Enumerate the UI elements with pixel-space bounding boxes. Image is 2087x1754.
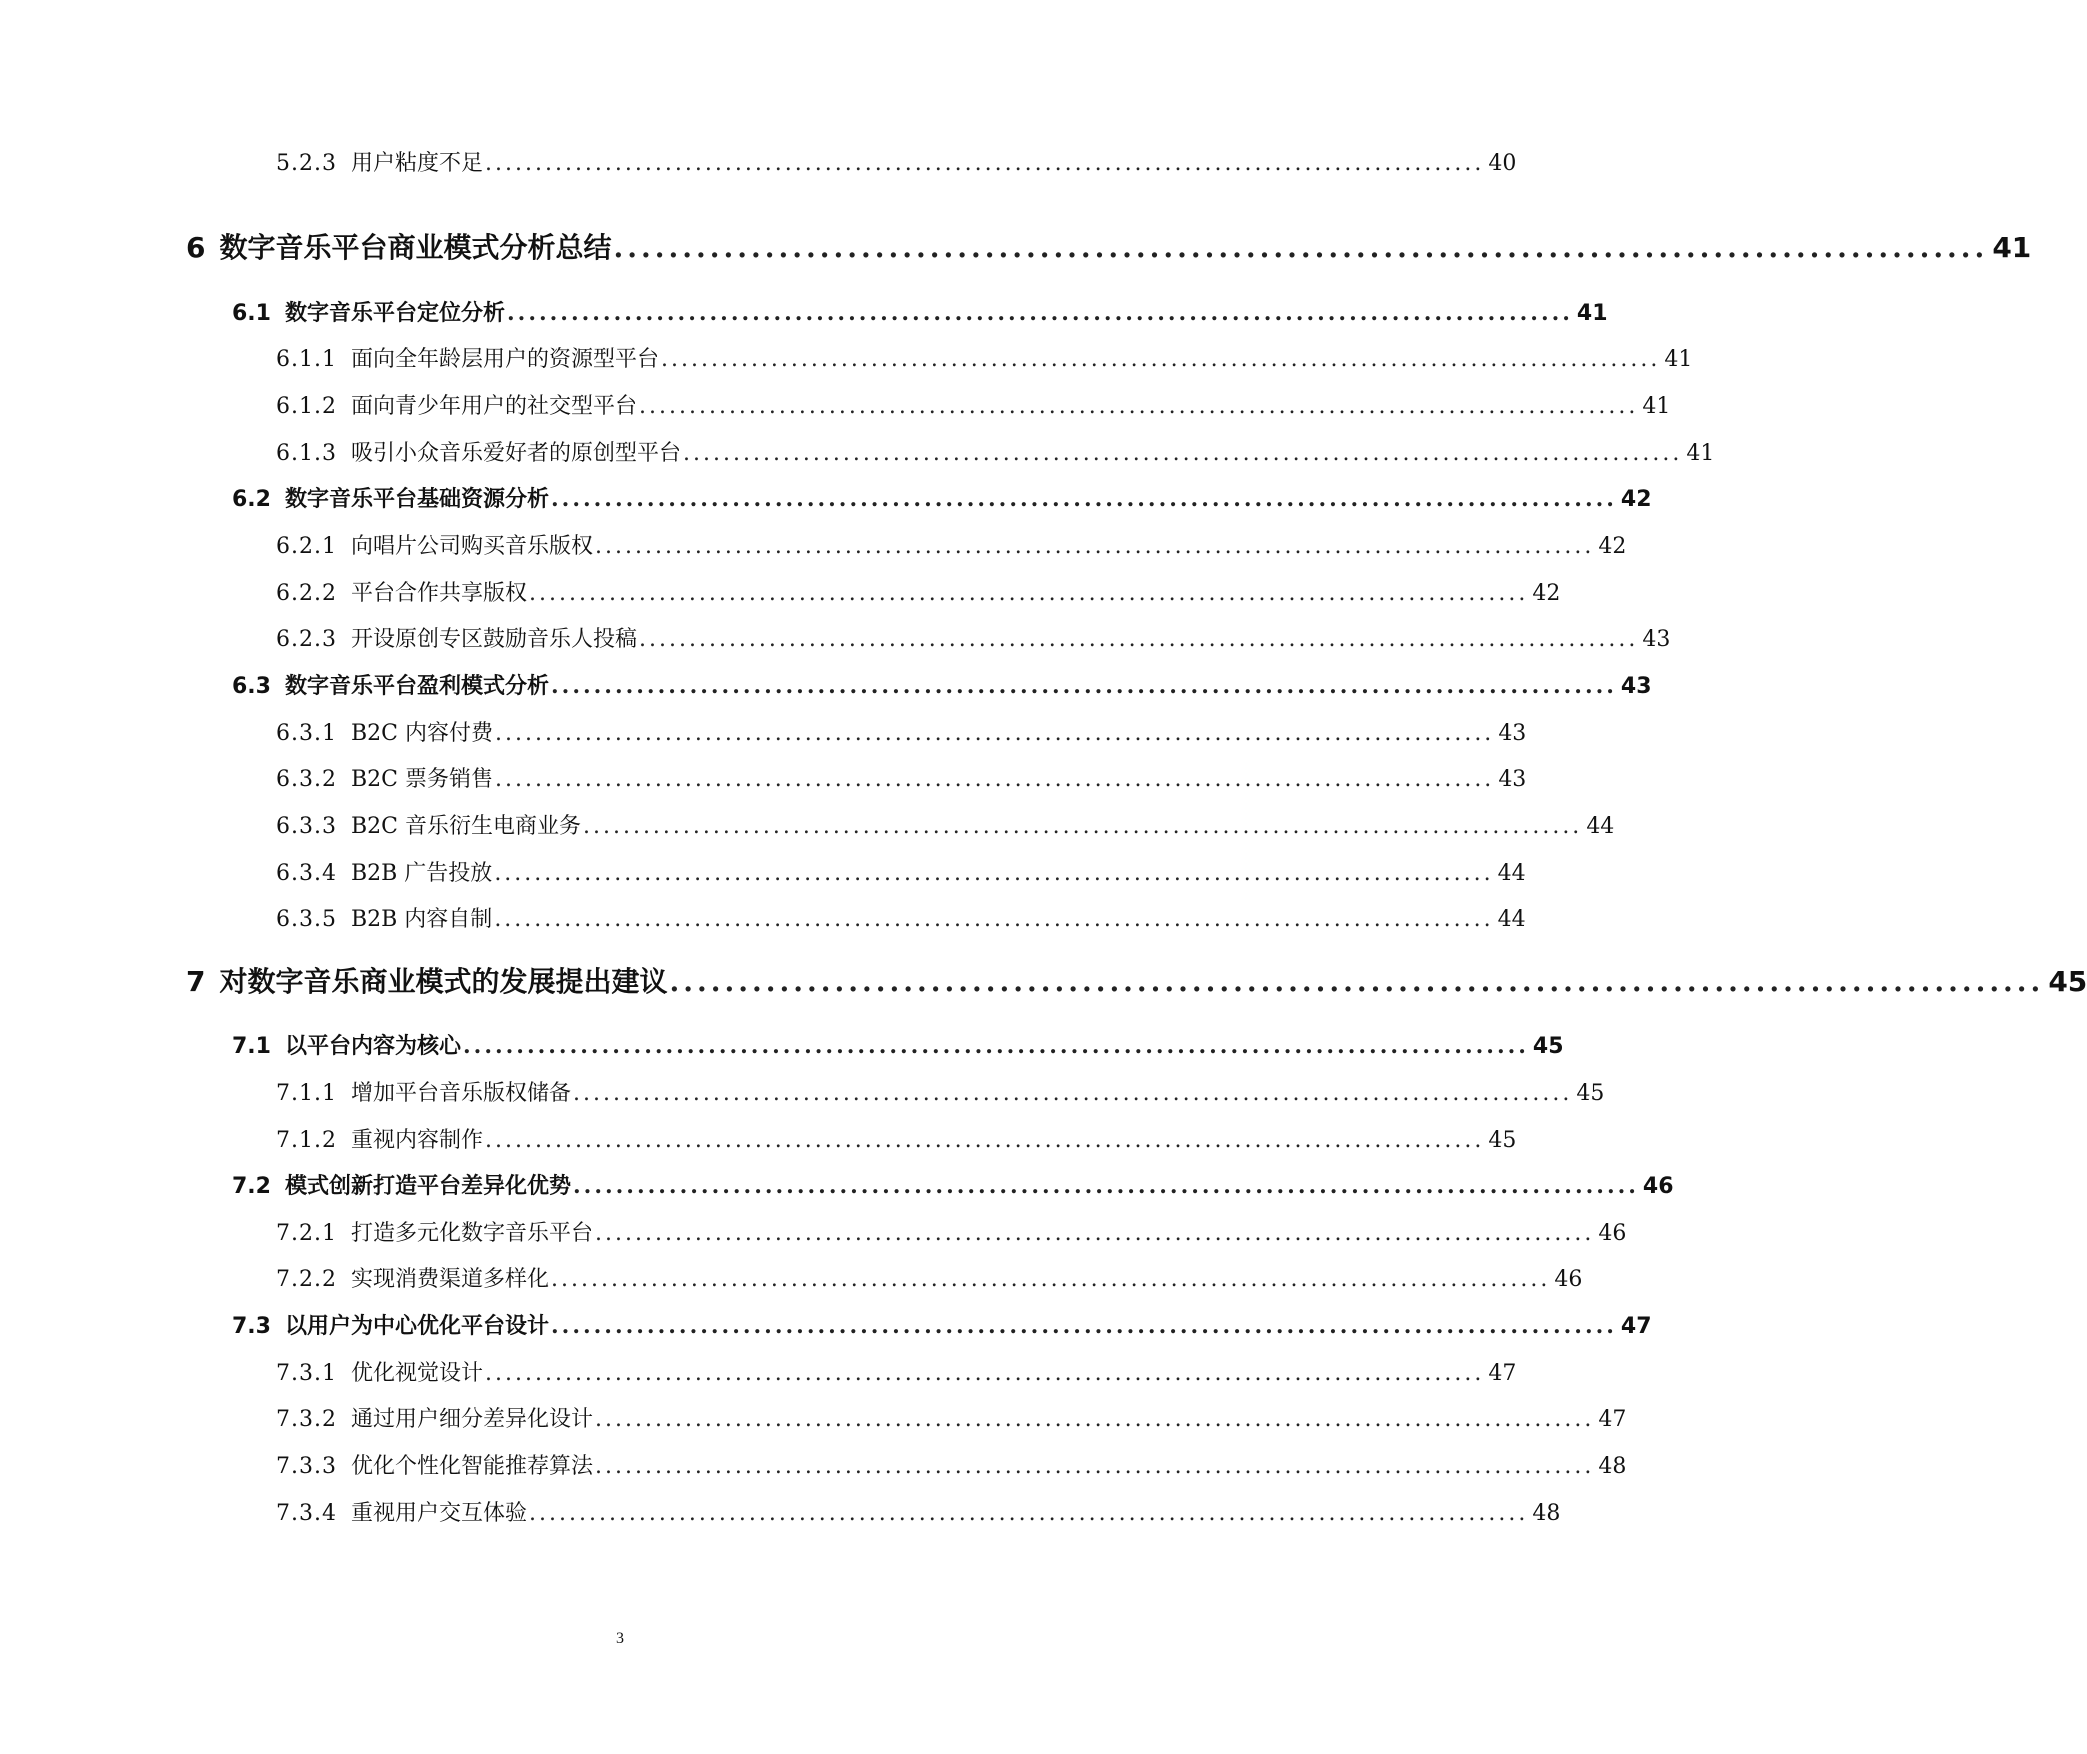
- toc-entry-page: 41: [1992, 231, 2032, 264]
- toc-entry-page: 45: [1576, 1081, 1605, 1106]
- toc-entry-number: 6.3.3: [276, 814, 337, 839]
- toc-entry[interactable]: [276, 622, 1671, 653]
- toc-entry-title: B2C 内容付费: [350, 721, 493, 746]
- toc-entry-page: 40: [1488, 151, 1517, 176]
- toc-entry-title: 数字音乐平台盈利模式分析: [284, 674, 549, 699]
- toc-entry-title: 重视用户交互体验: [350, 1501, 527, 1526]
- toc-leader-dots: ....................................................................................................: [485, 1361, 1485, 1386]
- toc-entry-title: B2C 音乐衍生电商业务: [350, 814, 581, 839]
- toc-entry-page: 47: [1620, 1314, 1652, 1339]
- toc-entry-title: 吸引小众音乐爱好者的原创型平台: [350, 441, 681, 466]
- toc-entry-title: 打造多元化数字音乐平台: [350, 1221, 593, 1246]
- toc-entry-number: 7.2: [232, 1174, 271, 1199]
- toc-entry-title: 增加平台音乐版权储备: [350, 1081, 571, 1106]
- toc-entry[interactable]: [276, 762, 1527, 793]
- toc-leader-dots: ....................................................................................................: [573, 1173, 1639, 1199]
- toc-leader-dots: ....................................................................................................: [661, 347, 1661, 372]
- toc-leader-dots: ....................................................................................................: [463, 1033, 1529, 1059]
- toc-entry-title: 通过用户细分差异化设计: [350, 1407, 593, 1432]
- toc-entry-number: 6.3.1: [276, 721, 337, 746]
- toc-entry-title: 数字音乐平台定位分析: [284, 301, 505, 326]
- toc-entry-number: 6.2: [232, 487, 271, 512]
- toc-entry-title: 开设原创专区鼓励音乐人投稿: [350, 627, 637, 652]
- toc-entry[interactable]: [276, 902, 1526, 933]
- toc-entry-page: 48: [1598, 1454, 1627, 1479]
- toc-entry-number: 7.3.2: [276, 1407, 337, 1432]
- toc-entry[interactable]: [276, 342, 1693, 373]
- toc-leader-dots: ....................................................................................................: [529, 1501, 1529, 1526]
- toc-entry-number: 6.1.3: [276, 441, 337, 466]
- toc-entry-number: 7.3.3: [276, 1454, 337, 1479]
- toc-entry-page: 43: [1498, 721, 1527, 746]
- toc-leader-dots: ....................................................................................................: [551, 1313, 1617, 1339]
- toc-entry-number: 7.2.1: [276, 1221, 337, 1246]
- toc-entry-page: 44: [1497, 907, 1526, 932]
- toc-entry-page: 43: [1620, 674, 1652, 699]
- toc-entry-page: 46: [1554, 1267, 1583, 1292]
- toc-entry-number: 7: [186, 965, 206, 998]
- toc-leader-dots: ....................................................................................................: [507, 300, 1573, 326]
- toc-entry[interactable]: [276, 576, 1561, 607]
- toc-leader-dots: ....................................................................................................: [551, 1267, 1551, 1292]
- toc-entry-number: 6.3.5: [276, 907, 337, 932]
- toc-entry-page: 45: [1488, 1128, 1517, 1153]
- toc-chapter-entry[interactable]: [186, 960, 2087, 1000]
- toc-leader-dots: ....................................................................................................: [613, 231, 1989, 264]
- toc-leader-dots: ....................................................................................................: [595, 1454, 1595, 1479]
- toc-entry-page: 48: [1532, 1501, 1561, 1526]
- toc-entry-title: 重视内容制作: [350, 1128, 483, 1153]
- toc-entry-page: 44: [1497, 861, 1526, 886]
- toc-entry-title: 以用户为中心优化平台设计: [284, 1314, 549, 1339]
- toc-entry-title: 优化视觉设计: [350, 1361, 483, 1386]
- toc-entry-number: 6.2.3: [276, 627, 337, 652]
- toc-section-entry[interactable]: [232, 1169, 1674, 1200]
- toc-entry[interactable]: [276, 529, 1627, 560]
- toc-entry-page: 43: [1498, 767, 1527, 792]
- toc-entry-number: 6: [186, 231, 206, 264]
- toc-entry-title: B2B 内容自制: [350, 907, 493, 932]
- toc-entry[interactable]: [276, 1356, 1517, 1387]
- toc-entry-title: 数字音乐平台基础资源分析: [284, 487, 549, 512]
- toc-chapter-entry[interactable]: [186, 226, 2032, 266]
- toc-leader-dots: ....................................................................................................: [485, 151, 1485, 176]
- toc-entry[interactable]: [276, 1076, 1605, 1107]
- toc-leader-dots: ....................................................................................................: [595, 1221, 1595, 1246]
- toc-entry-title: 以平台内容为核心: [284, 1034, 461, 1059]
- toc-entry-page: 42: [1532, 581, 1561, 606]
- toc-entry-number: 5.2.3: [276, 151, 337, 176]
- toc-entry[interactable]: [276, 1402, 1627, 1433]
- toc-entry-title: 实现消费渠道多样化: [350, 1267, 549, 1292]
- toc-entry-page: 42: [1620, 487, 1652, 512]
- toc-section-entry[interactable]: [232, 482, 1652, 513]
- toc-entry[interactable]: [276, 436, 1715, 467]
- toc-entry-title: 优化个性化智能推荐算法: [350, 1454, 593, 1479]
- toc-leader-dots: ....................................................................................................: [595, 1407, 1595, 1432]
- toc-entry-number: 6.3.2: [276, 767, 337, 792]
- toc-entry-number: 6.1.2: [276, 394, 337, 419]
- toc-entry[interactable]: [276, 1496, 1561, 1527]
- toc-leader-dots: ....................................................................................................: [669, 965, 2045, 998]
- toc-leader-dots: ....................................................................................................: [639, 627, 1639, 652]
- toc-entry-page: 42: [1598, 534, 1627, 559]
- page-number: 3: [616, 1630, 624, 1647]
- toc-entry-number: 6.1.1: [276, 347, 337, 372]
- toc-section-entry[interactable]: [232, 669, 1652, 700]
- toc-entry[interactable]: [276, 716, 1527, 747]
- toc-entry[interactable]: [276, 1449, 1627, 1480]
- toc-entry-number: 7.2.2: [276, 1267, 337, 1292]
- toc-entry-page: 47: [1598, 1407, 1627, 1432]
- toc-section-entry[interactable]: [232, 1029, 1564, 1060]
- toc-entry-number: 6.1: [232, 301, 271, 326]
- toc-section-entry[interactable]: [232, 1309, 1652, 1340]
- toc-entry-title: 平台合作共享版权: [350, 581, 527, 606]
- toc-leader-dots: ....................................................................................................: [494, 767, 1495, 792]
- toc-entry-number: 7.1.1: [276, 1081, 337, 1106]
- toc-entry-title: 向唱片公司购买音乐版权: [350, 534, 593, 559]
- toc-entry-number: 6.3: [232, 674, 271, 699]
- toc-entry-title: 模式创新打造平台差异化优势: [284, 1174, 571, 1199]
- toc-entry-title: B2B 广告投放: [350, 861, 493, 886]
- toc-entry-title: B2C 票务销售: [350, 767, 493, 792]
- toc-entry-title: 用户粘度不足: [350, 151, 483, 176]
- toc-entry-page: 47: [1488, 1361, 1517, 1386]
- toc-entry-title: 数字音乐平台商业模式分析总结: [219, 231, 612, 264]
- toc-entry[interactable]: [276, 809, 1615, 840]
- toc-entry-number: 7.3.4: [276, 1501, 337, 1526]
- toc-section-entry[interactable]: [232, 296, 1608, 327]
- toc-entry-page: 43: [1642, 627, 1671, 652]
- toc-leader-dots: ....................................................................................................: [494, 861, 1494, 886]
- toc-entry-page: 44: [1586, 814, 1615, 839]
- toc-entry-page: 45: [2048, 965, 2087, 998]
- toc-entry[interactable]: [276, 856, 1526, 887]
- toc-leader-dots: ....................................................................................................: [573, 1081, 1573, 1106]
- toc-leader-dots: ....................................................................................................: [582, 814, 1583, 839]
- toc-entry-number: 7.1.2: [276, 1128, 337, 1153]
- toc-entry-title: 面向青少年用户的社交型平台: [350, 394, 637, 419]
- toc-leader-dots: ....................................................................................................: [529, 581, 1529, 606]
- toc-entry-title: 面向全年龄层用户的资源型平台: [350, 347, 659, 372]
- toc-leader-dots: ....................................................................................................: [494, 721, 1495, 746]
- toc-entry-title: 对数字音乐商业模式的发展提出建议: [219, 965, 668, 998]
- toc-leader-dots: ....................................................................................................: [494, 907, 1494, 932]
- toc-entry-page: 41: [1664, 347, 1693, 372]
- toc-leader-dots: ....................................................................................................: [595, 534, 1595, 559]
- toc-leader-dots: ....................................................................................................: [485, 1128, 1485, 1153]
- toc-entry[interactable]: [276, 1216, 1627, 1247]
- toc-entry-number: 7.3.1: [276, 1361, 337, 1386]
- toc-entry-page: 45: [1532, 1034, 1564, 1059]
- toc-entry-number: 7.3: [232, 1314, 271, 1339]
- toc-entry[interactable]: [276, 1262, 1583, 1293]
- toc-leader-dots: ....................................................................................................: [551, 673, 1617, 699]
- toc-leader-dots: ....................................................................................................: [639, 394, 1639, 419]
- toc-entry[interactable]: [276, 146, 1517, 177]
- toc-entry-number: 6.2.2: [276, 581, 337, 606]
- toc-leader-dots: ....................................................................................................: [683, 441, 1683, 466]
- toc-leader-dots: ....................................................................................................: [551, 486, 1617, 512]
- toc-entry-number: 7.1: [232, 1034, 271, 1059]
- toc-entry-page: 46: [1642, 1174, 1674, 1199]
- toc-entry-number: 6.2.1: [276, 534, 337, 559]
- toc-entry-page: 46: [1598, 1221, 1627, 1246]
- toc-entry-page: 41: [1642, 394, 1671, 419]
- toc-entry-number: 6.3.4: [276, 861, 337, 886]
- toc-entry[interactable]: [276, 389, 1671, 420]
- toc-entry-page: 41: [1576, 301, 1608, 326]
- toc-entry[interactable]: [276, 1123, 1517, 1154]
- toc-entry-page: 41: [1686, 441, 1715, 466]
